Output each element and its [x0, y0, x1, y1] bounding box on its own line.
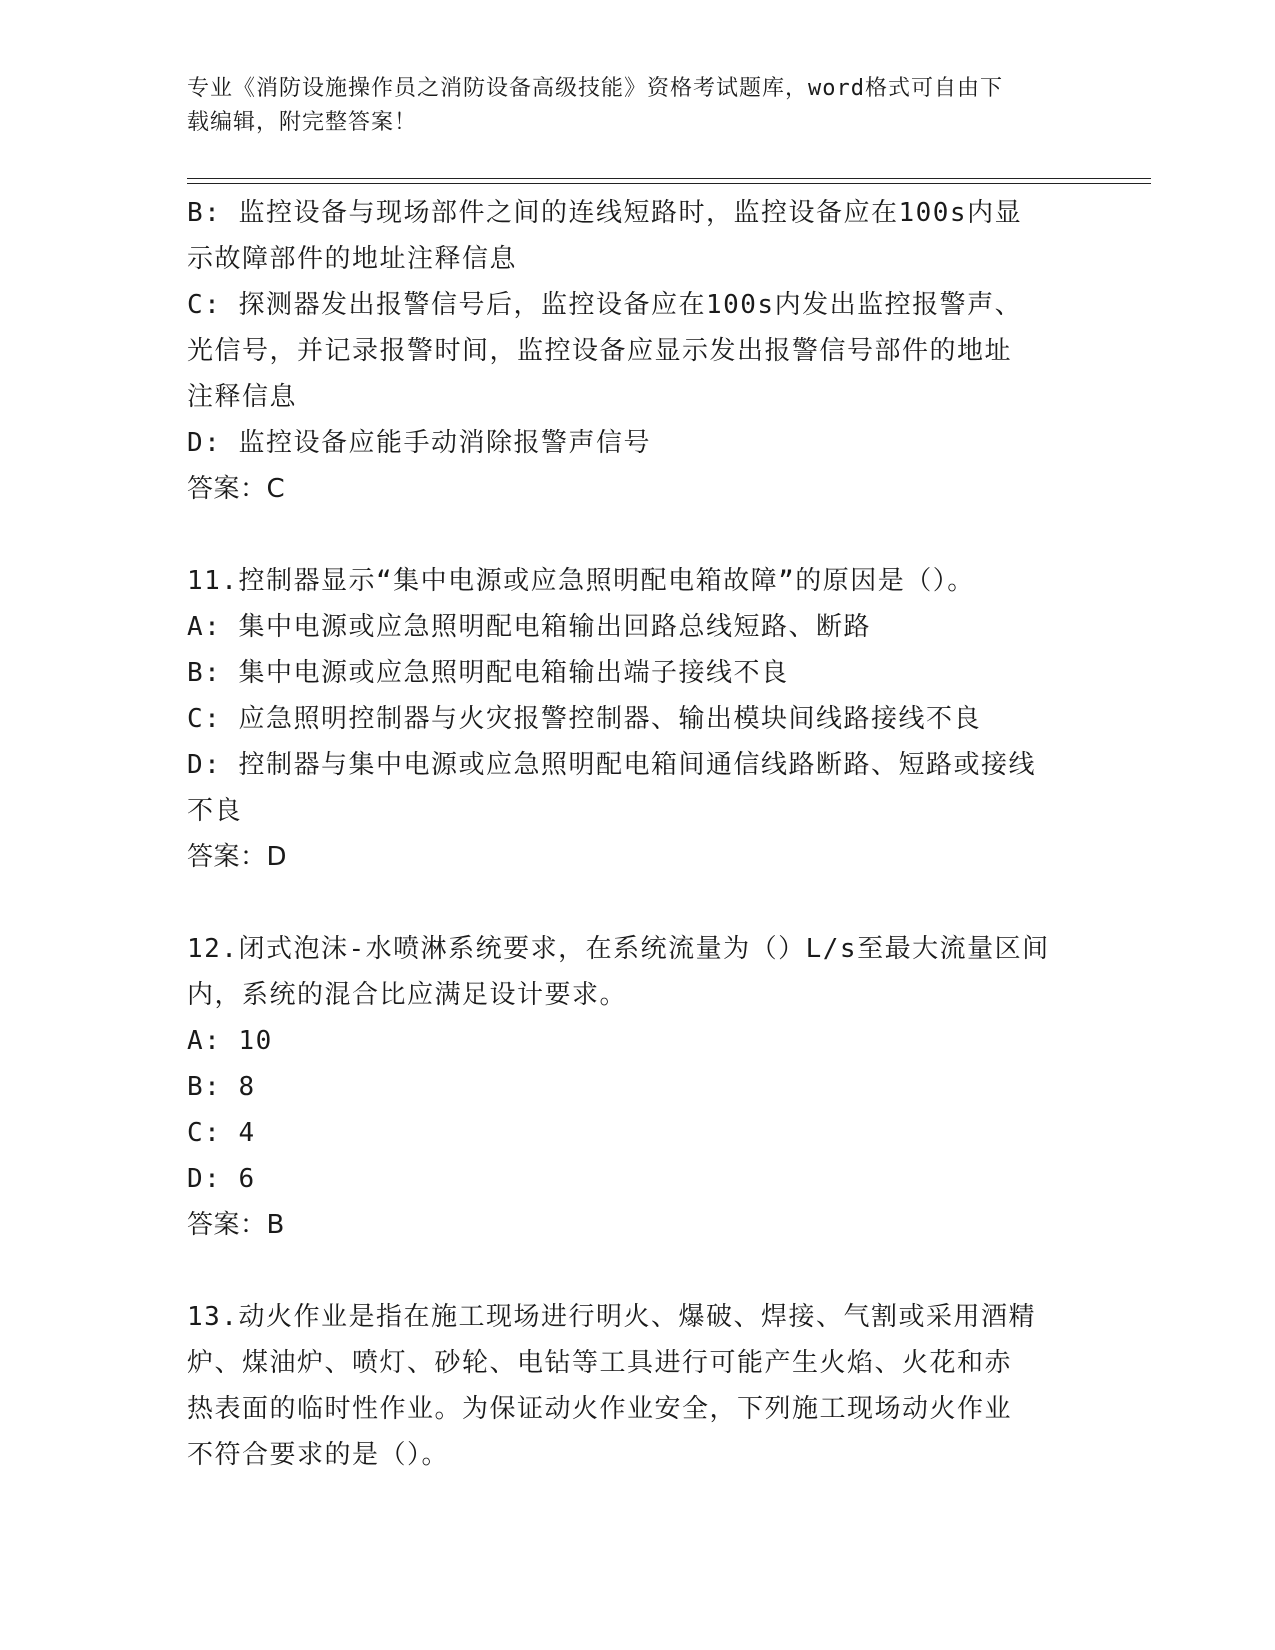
- answer: 答案：C: [187, 474, 286, 504]
- document-body: [187, 190, 1087, 1478]
- question-stem-line-3: 热表面的临时性作业。为保证动火作业安全，下列施工现场动火作业: [187, 1394, 1013, 1424]
- header-divider-top: [187, 178, 1151, 179]
- question-11: [187, 558, 1087, 880]
- header-line-1: 专业《消防设施操作员之消防设备高级技能》资格考试题库，word格式可自由下: [187, 76, 1003, 101]
- question-12: [187, 926, 1087, 1248]
- answer: 答案：B: [187, 1210, 285, 1240]
- option-a: A: 集中电源或应急照明配电箱输出回路总线短路、断路: [187, 612, 871, 642]
- question-stem-line-2: 内，系统的混合比应满足设计要求。: [187, 980, 628, 1010]
- question-13: [187, 1294, 1087, 1478]
- question-stem-line-2: 炉、煤油炉、喷灯、砂轮、电钻等工具进行可能产生火焰、火花和赤: [187, 1348, 1013, 1378]
- option-d: D: 6: [187, 1164, 256, 1194]
- question-stem-line-1: 13.动火作业是指在施工现场进行明火、爆破、焊接、气割或采用酒精: [187, 1302, 1036, 1332]
- question-stem-line-1: 12.闭式泡沫-水喷淋系统要求，在系统流量为（）L/s至最大流量区间: [187, 934, 1050, 964]
- option-c-line-3: 注释信息: [187, 382, 298, 412]
- option-b: B: 8: [187, 1072, 256, 1102]
- option-c-line-1: C: 探测器发出报警信号后，监控设备应在100s内发出监控报警声、: [187, 290, 1023, 320]
- option-d: D: 监控设备应能手动消除报警声信号: [187, 428, 651, 458]
- option-c: C: 4: [187, 1118, 256, 1148]
- spacer: [187, 880, 1087, 926]
- document-header: [187, 72, 1067, 140]
- option-d-line-1: D: 控制器与集中电源或应急照明配电箱间通信线路断路、短路或接线: [187, 750, 1036, 780]
- option-b-line-1: B: 监控设备与现场部件之间的连线短路时，监控设备应在100s内显: [187, 198, 1023, 228]
- option-c: C: 应急照明控制器与火灾报警控制器、输出模块间线路接线不良: [187, 704, 981, 734]
- option-a: A: 10: [187, 1026, 273, 1056]
- question-10: [187, 190, 1087, 512]
- option-c-line-2: 光信号，并记录报警时间，监控设备应显示发出报警信号部件的地址: [187, 336, 1013, 366]
- option-b-line-2: 示故障部件的地址注释信息: [187, 244, 518, 274]
- spacer: [187, 1248, 1087, 1294]
- spacer: [187, 512, 1087, 558]
- option-d-line-2: 不良: [187, 796, 243, 826]
- question-stem-line-4: 不符合要求的是（）。: [187, 1440, 450, 1470]
- option-b: B: 集中电源或应急照明配电箱输出端子接线不良: [187, 658, 789, 688]
- header-divider-bottom: [187, 183, 1151, 184]
- header-line-2: 载编辑，附完整答案！: [187, 110, 418, 135]
- question-stem: 11.控制器显示“集中电源或应急照明配电箱故障”的原因是（）。: [187, 566, 975, 596]
- answer: 答案：D: [187, 842, 288, 872]
